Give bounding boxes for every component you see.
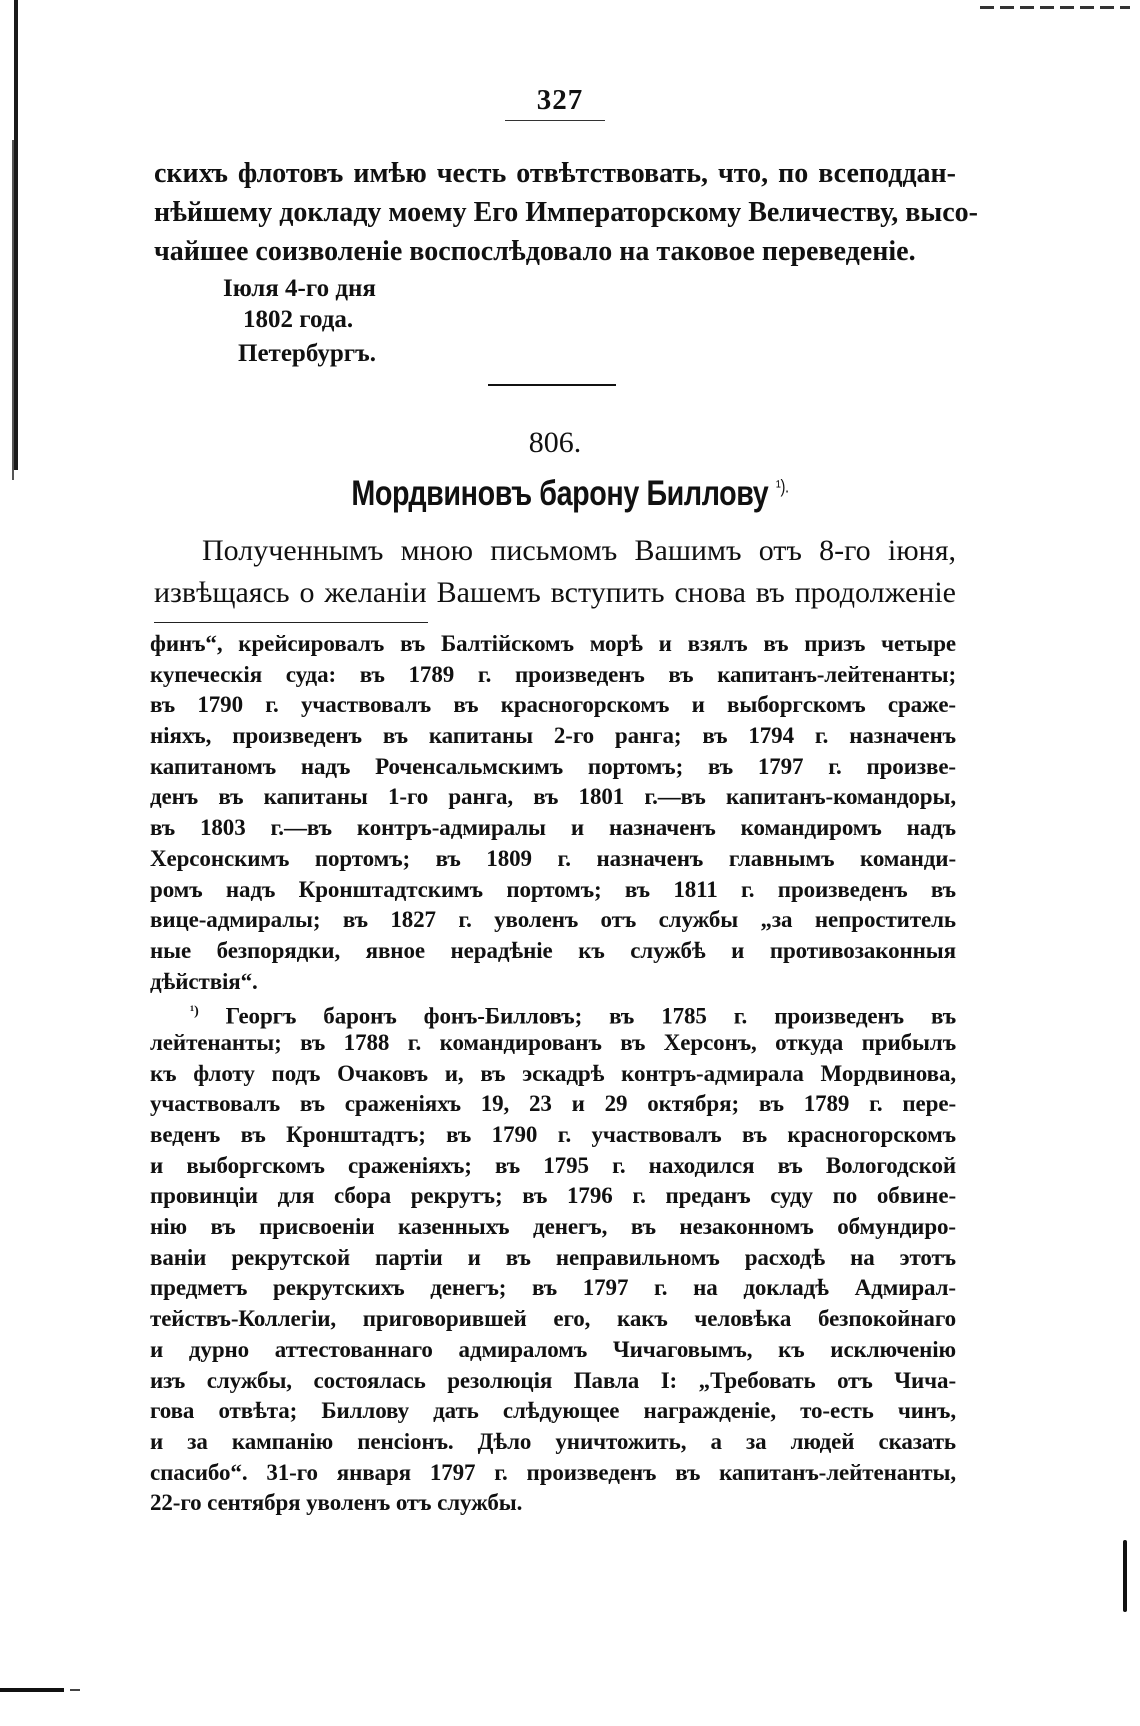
footnote-line: и за кампанію пенсіонъ. Дѣло уничтожить, а за людей сказать: [150, 1428, 956, 1454]
signature-year: 1802 года.: [243, 306, 354, 333]
signature-date: Іюля 4-го дня: [223, 275, 376, 302]
letter-line: Полученнымъ мною письмомъ Вашимъ отъ 8-го іюня,: [202, 534, 956, 567]
footnote-line: ніяхъ, произведенъ въ капитаны 2-го ранга; въ 1794 г. назначенъ: [150, 723, 956, 749]
footnote-line: спасибо“. 31-го января 1797 г. произведенъ въ капитанъ-лейтенанты,: [150, 1459, 956, 1485]
footnote-line: ваніи рекрутской партіи и въ неправильномъ расходѣ на этотъ: [150, 1244, 956, 1270]
footnote-line: вице-адмиралы; въ 1827 г. уволенъ отъ службы „за непроститель: [150, 907, 956, 933]
document-title-text: Мордвиновъ барону Биллову: [351, 474, 769, 513]
footnote-line: нію въ присвоеніи казенныхъ денегъ, въ незаконномъ обмундиро-: [150, 1214, 956, 1240]
scan-edge-shadow: [14, 0, 18, 470]
footnote-line: гова отвѣта; Биллову дать слѣдующее награжденіе, то-есть чинъ,: [150, 1398, 956, 1424]
footnote-line: купеческія суда: въ 1789 г. произведенъ въ капитанъ-лейтенанты;: [150, 661, 956, 687]
footnote-reference: ¹).: [775, 476, 789, 497]
footnote-1-text: Георгъ баронъ фонъ-Билловъ; въ 1785 г. произведенъ въ: [225, 1003, 957, 1029]
footnote-line: участвовалъ въ сраженіяхъ 19, 23 и 29 октября; въ 1789 г. пере-: [150, 1091, 956, 1117]
footnote-line: 22-го сентября уволенъ отъ службы.: [150, 1490, 523, 1516]
section-divider: [488, 384, 616, 386]
footnote-line: и дурно аттестованнаго адмираломъ Чичаговымъ, къ исключенію: [150, 1336, 956, 1362]
page-number: 327: [536, 84, 584, 116]
footnote-line: ромъ надъ Кронштадтскимъ портомъ; въ 1811 г. произведенъ въ: [150, 876, 956, 902]
footnote-line: Херсонскимъ портомъ; въ 1809 г. назначенъ главнымъ команди-: [150, 845, 956, 871]
footnote-1-mark: ¹): [190, 1004, 199, 1020]
scan-bottom-artifact-small: [70, 1689, 80, 1691]
footnote-line: къ флоту подъ Очаковъ и, въ эскадрѣ контръ-адмирала Мордвинова,: [150, 1060, 956, 1086]
footnote-line: предметъ рекрутскихъ денегъ; въ 1797 г. на докладѣ Адмирал-: [150, 1275, 956, 1301]
footnote-line: изъ службы, состоялась резолюція Павла I: „Требовать отъ Чича-: [150, 1367, 956, 1393]
footnotes: [150, 629, 956, 1519]
footnote-line: капитаномъ надъ Роченсальмскимъ портомъ; въ 1797 г. произве-: [150, 753, 956, 779]
footnote-line: ные безпорядки, явное нерадѣніе къ службѣ и противозаконныя: [150, 937, 956, 963]
letter-body: [154, 530, 956, 614]
text-line: чайшее соизволеніе воспослѣдовало на таковое переведеніе.: [154, 236, 916, 267]
footnote-line: дѣйствія“.: [150, 968, 258, 994]
scan-dash-artifact: [980, 6, 1130, 9]
footnote-line: тействъ-Коллегіи, приговорившей его, какъ человѣка безпокойнаго: [150, 1306, 956, 1332]
footnote-line: финъ“, крейсировалъ въ Балтійскомъ морѣ и взялъ въ призъ четыре: [150, 631, 956, 656]
closing-paragraph: [154, 154, 979, 271]
footnote-line: веденъ въ Кронштадтъ; въ 1790 г. участвовалъ въ красногорскомъ: [150, 1122, 956, 1147]
scan-edge-shadow-inner: [12, 140, 14, 480]
page-number-underline: [505, 120, 605, 121]
footnote-1-first-line: [150, 997, 956, 1028]
footnote-separator: [154, 622, 428, 623]
footnote-line: въ 1790 г. участвовалъ въ красногорскомъ и выборгскомъ сраже-: [150, 692, 956, 718]
footnote-line: провинціи для сбора рекрутъ; въ 1796 г. преданъ суду по обвине-: [150, 1183, 956, 1209]
footnote-line: въ 1803 г.—въ контръ-адмиралы и назначенъ командиромъ надъ: [150, 815, 956, 841]
text-line: скихъ флотовъ имѣю честь отвѣтствовать, что, по всеподдан-: [154, 158, 956, 189]
document-title: [349, 474, 792, 514]
signature-place: Петербургъ.: [238, 340, 376, 367]
footnote-line: лейтенанты; въ 1788 г. командированъ въ Херсонъ, откуда прибылъ: [150, 1029, 956, 1055]
footnote-line: и выборгскомъ сраженіяхъ; въ 1795 г. находился въ Вологодской: [150, 1152, 956, 1178]
scan-bottom-artifact: [0, 1688, 64, 1692]
text-line: нѣйшему докладу моему Его Императорскому Величеству, высо-: [154, 197, 979, 228]
letter-line: извѣщаясь о желаніи Вашемъ вступить снова въ продолженіе: [154, 576, 956, 609]
document-number: 806.: [528, 426, 582, 459]
scan-margin-mark: [1123, 1540, 1127, 1612]
footnote-line: денъ въ капитаны 1-го ранга, въ 1801 г.—въ капитанъ-командоры,: [150, 784, 956, 810]
